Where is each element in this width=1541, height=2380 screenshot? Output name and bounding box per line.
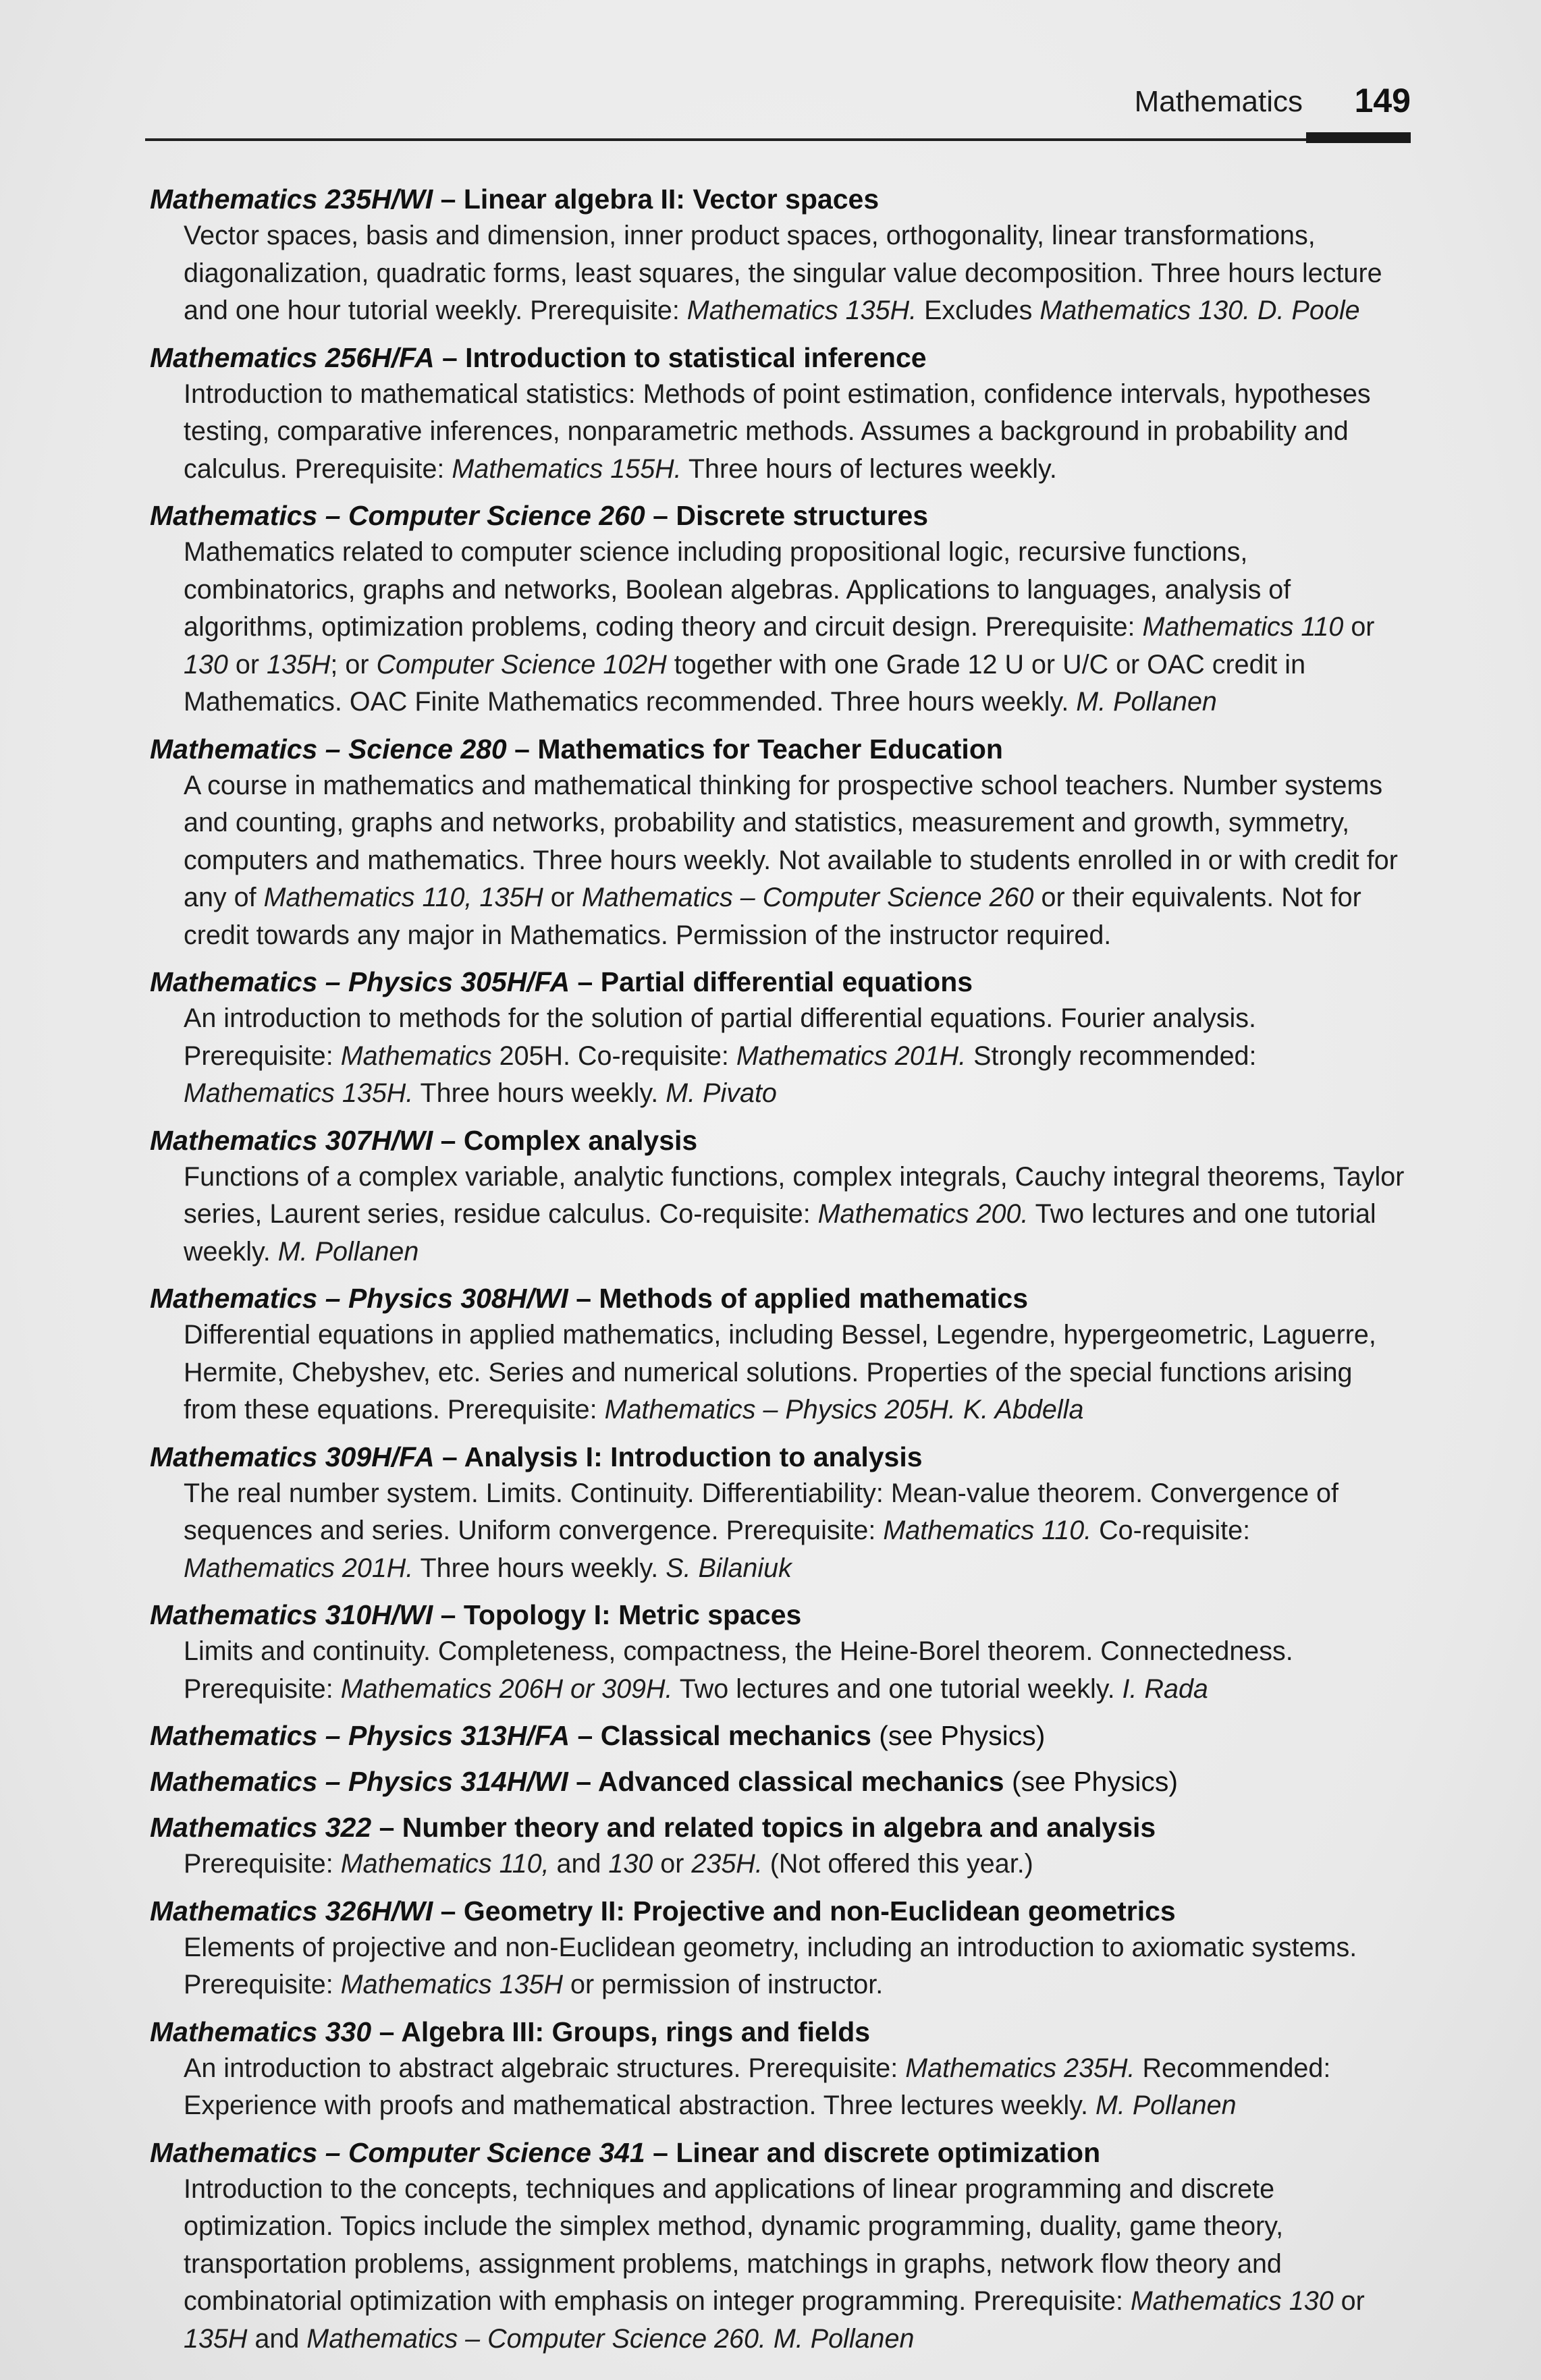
course-code: Mathematics 330 (150, 2016, 372, 2047)
course-code: Mathematics 322 (150, 1812, 372, 1843)
course-title: Mathematics 256H/FA – Introduction to statistical inference (150, 341, 927, 373)
course-code: Mathematics 309H/FA (150, 1441, 435, 1472)
course-title: Mathematics 310H/WI – Topology I: Metric spaces (150, 1599, 802, 1630)
page-number: 149 (1354, 82, 1411, 119)
course-title: Mathematics 235H/WI – Linear algebra II: Vector spaces (150, 184, 880, 215)
course-entry (150, 2134, 1405, 2358)
course-description: A course in mathematics and mathematical thinking for prospective school teachers. Number systems and counting, graphs and networks, probability and statistics, measurement and growth, symmetry, computers and mathematics. Three hours weekly. Not available to students enrolled in or with credit for any of Mathematics 110, 135H or Mathematics – Computer Science 260 or their equivalents. Not for credit towards any major in Mathematics. Permission of the instructor required. (184, 770, 1398, 950)
course-code: Mathematics – Science 280 (150, 733, 507, 765)
course-title: Mathematics – Physics 305H/FA – Partial differential equations (150, 966, 973, 997)
course-description: Vector spaces, basis and dimension, inner product spaces, orthogonality, linear transformations, diagonalization, quadratic forms, least squares, the singular value decomposition. Three hours lecture and one hour tutorial weekly. Prerequisite: Mathematics 135H. Excludes Mathematics 130. D. Poole (184, 221, 1382, 325)
course-title: Mathematics – Physics 313H/FA – Classical mechanics (see Physics) (150, 1720, 1046, 1751)
course-code: Mathematics 256H/FA (150, 341, 435, 373)
course-code: Mathematics 307H/WI (150, 1124, 433, 1156)
course-entry (150, 1763, 1405, 1800)
course-entry (150, 1717, 1405, 1754)
course-entry (150, 1280, 1405, 1429)
course-name: Number theory and related topics in algebra and analysis (402, 1812, 1156, 1843)
course-title: Mathematics 326H/WI – Geometry II: Projective and non-Euclidean geometrics (150, 1895, 1176, 1927)
course-code: Mathematics – Physics 313H/FA (150, 1720, 570, 1751)
course-name: Advanced classical mechanics (597, 1766, 1004, 1797)
course-name: Classical mechanics (600, 1720, 871, 1751)
course-title: Mathematics 307H/WI – Complex analysis (150, 1124, 698, 1156)
course-name: Mathematics for Teacher Education (537, 733, 1003, 765)
course-name: Algebra III: Groups, rings and fields (401, 2016, 871, 2047)
course-entry (150, 2014, 1405, 2125)
course-name: Geometry II: Projective and non-Euclidean geometrics (463, 1895, 1176, 1927)
course-description: An introduction to methods for the solution of partial differential equations. Fourier analysis. Prerequisite: Mathematics 205H. Co-requisite: Mathematics 201H. Strongly recommended: Mathematics 135H. Three hours weekly. M. Pivato (184, 1003, 1257, 1108)
course-name: Discrete structures (676, 500, 929, 531)
course-name: Partial differential equations (600, 966, 973, 997)
course-entry (150, 181, 1405, 330)
course-title: Mathematics – Physics 314H/WI – Advanced classical mechanics (see Physics) (150, 1766, 1179, 1797)
course-entry (150, 1893, 1405, 2004)
course-title: Mathematics – Computer Science 341 – Linear and discrete optimization (150, 2136, 1101, 2168)
course-note: (see Physics) (1011, 1766, 1179, 1797)
course-code: Mathematics 310H/WI (150, 1599, 433, 1630)
course-description: Introduction to mathematical statistics: Methods of point estimation, confidence intervals, hypotheses testing, comparative inferences, nonparametric methods. Assumes a background in probability and calculus. Prerequisite: Mathematics 155H. Three hours of lectures weekly. (184, 379, 1371, 484)
course-code: Mathematics – Physics 305H/FA (150, 966, 570, 997)
course-description: Functions of a complex variable, analytic functions, complex integrals, Cauchy integral theorems, Taylor series, Laurent series, residue calculus. Co-requisite: Mathematics 200. Two lectures and one tutorial weekly. M. Pollanen (184, 1161, 1405, 1267)
course-description: The real number system. Limits. Continuity. Differentiability: Mean-value theorem. Convergence of sequences and series. Uniform convergence. Prerequisite: Mathematics 110. Co-requisite: Mathematics 201H. Three hours weekly. S. Bilaniuk (184, 1478, 1339, 1583)
course-name: Analysis I: Introduction to analysis (464, 1441, 923, 1472)
course-title: Mathematics – Science 280 – Mathematics for Teacher Education (150, 733, 1003, 765)
course-code: Mathematics – Computer Science 341 (150, 2136, 645, 2168)
course-description: Limits and continuity. Completeness, compactness, the Heine-Borel theorem. Connectedness. Prerequisite: Mathematics 206H or 309H. Two lectures and one tutorial weekly. I. Rada (184, 1636, 1293, 1704)
course-entry (150, 964, 1405, 1113)
course-code: Mathematics – Computer Science 260 (150, 500, 645, 531)
course-code: Mathematics 326H/WI (150, 1895, 433, 1927)
course-entry (150, 1122, 1405, 1271)
course-code: Mathematics – Physics 314H/WI (150, 1766, 568, 1797)
course-title: Mathematics – Computer Science 260 – Discrete structures (150, 500, 929, 531)
course-code: Mathematics – Physics 308H/WI (150, 1283, 568, 1314)
course-entry (150, 1809, 1405, 1883)
course-note: (see Physics) (879, 1720, 1046, 1751)
course-title: Mathematics 309H/FA – Analysis I: Introduction to analysis (150, 1441, 923, 1472)
course-entry (150, 731, 1405, 955)
course-name: Topology I: Metric spaces (463, 1599, 802, 1630)
course-name: Methods of applied mathematics (599, 1283, 1029, 1314)
course-description: Prerequisite: Mathematics 110, and 130 or 235H. (Not offered this year.) (184, 1849, 1033, 1879)
course-description: Differential equations in applied mathematics, including Bessel, Legendre, hypergeometric, Laguerre, Hermite, Chebyshev, etc. Series and numerical solutions. Properties of the special functions arising from these equations. Prerequisite: Mathematics – Physics 205H. K. Abdella (184, 1320, 1376, 1424)
course-name: Complex analysis (463, 1124, 698, 1156)
course-description: Elements of projective and non-Euclidean geometry, including an introduction to axiomatic systems. Prerequisite: Mathematics 135H or permission of instructor. (184, 1932, 1357, 1999)
course-title: Mathematics – Physics 308H/WI – Methods of applied mathematics (150, 1283, 1029, 1314)
header-rule-tab (1306, 132, 1411, 143)
course-list (150, 181, 1405, 2367)
course-code: Mathematics 235H/WI (150, 184, 433, 215)
course-name: Linear algebra II: Vector spaces (463, 184, 880, 215)
course-entry (150, 1439, 1405, 1588)
section-title: Mathematics (1134, 85, 1303, 118)
header-rule (145, 138, 1411, 141)
course-title: Mathematics 322 – Number theory and related topics in algebra and analysis (150, 1812, 1156, 1843)
course-entry (150, 1597, 1405, 1708)
course-description: An introduction to abstract algebraic structures. Prerequisite: Mathematics 235H. Recommended: Experience with proofs and mathematical abstraction. Three lectures weekly. M. Pollanen (184, 2053, 1331, 2120)
course-title: Mathematics 330 – Algebra III: Groups, rings and fields (150, 2016, 871, 2047)
course-name: Linear and discrete optimization (676, 2136, 1101, 2168)
course-entry (150, 497, 1405, 721)
course-entry (150, 339, 1405, 489)
running-header (145, 80, 1411, 140)
course-name: Introduction to statistical inference (465, 341, 927, 373)
course-description: Mathematics related to computer science including propositional logic, recursive functions, combinatorics, graphs and networks, Boolean algebras. Applications to languages, analysis of algorithms, optimization problems, coding theory and circuit design. Prerequisite: Mathematics 110 or 130 or 135H; or Computer Science 102H together with one Grade 12 U or U/C or OAC credit in Mathematics. OAC Finite Mathematics recommended. Three hours weekly. M. Pollanen (184, 537, 1375, 717)
course-description: Introduction to the concepts, techniques and applications of linear programming and discrete optimization. Topics include the simplex method, dynamic programming, duality, game theory, transportation problems, assignment problems, matchings in graphs, network flow theory and combinatorial optimization with emphasis on integer programming. Prerequisite: Mathematics 130 or 135H and Mathematics – Computer Science 260. M. Pollanen (184, 2174, 1365, 2354)
